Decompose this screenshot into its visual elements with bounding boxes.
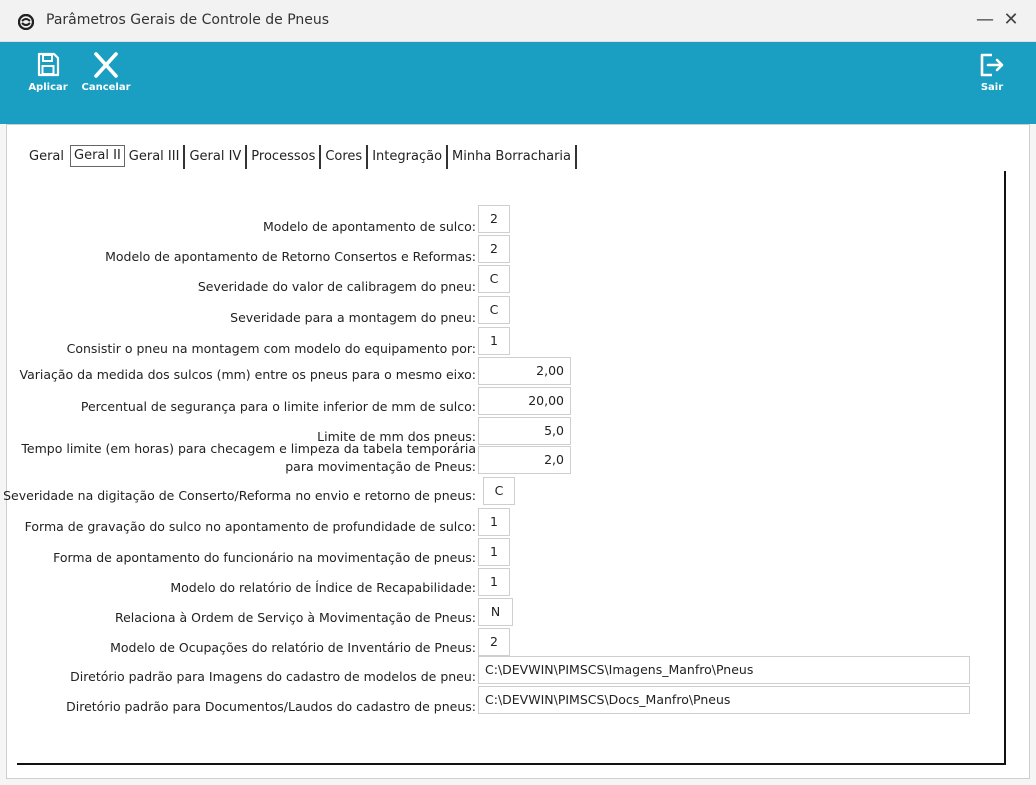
title-bar [0,0,1036,42]
field-row [7,628,476,656]
field-row [7,686,476,714]
tab-bar [25,145,577,169]
field-row [7,656,476,684]
field-row [7,327,476,355]
field-row [3,477,476,505]
tab-processos[interactable]: Processos [247,145,321,169]
tab-geral-iv[interactable]: Geral IV [185,145,247,169]
cancel-label: Cancelar [81,82,131,93]
toolbar [0,42,1036,124]
field-label: Diretório padrão para Imagens do cadastro de modelos de pneu: [70,669,476,684]
field-label: Consistir o pneu na montagem com modelo do equipamento por: [66,341,476,356]
field-row [7,538,476,566]
minimize-button[interactable]: — [976,9,994,30]
field-row [7,387,476,415]
modelo-relatorio-recapabilidade-input[interactable]: 1 [478,568,510,596]
tab-integracao[interactable]: Integração [368,145,448,169]
field-label: Modelo do relatório de Índice de Recapabilidade: [170,580,476,595]
field-row [7,205,476,233]
consistir-pneu-montagem-input[interactable]: 1 [478,327,510,355]
field-label: Modelo de apontamento de Retorno Consertos e Reformas: [105,249,476,264]
limite-mm-pneus-input[interactable]: 5,0 [478,417,571,445]
variacao-medida-sulcos-input[interactable]: 2,00 [478,357,571,385]
field-row [7,357,476,385]
field-row [7,441,476,477]
field-label: Forma de apontamento do funcionário na movimentação de pneus: [53,550,476,565]
field-label: Forma de gravação do sulco no apontamento de profundidade de sulco: [24,519,476,534]
app-logo-icon [18,14,34,30]
field-row [7,296,476,324]
field-row [7,235,476,263]
field-row [7,598,476,626]
field-row [7,568,476,596]
exit-label: Sair [980,82,1004,93]
tab-minha-borracharia[interactable]: Minha Borracharia [448,145,577,169]
cancel-button[interactable] [78,52,134,112]
window-title: Parâmetros Gerais de Controle de Pneus [46,12,330,28]
panel-border-bottom [17,763,1006,765]
apply-button[interactable] [28,52,68,112]
field-label: Relaciona à Ordem de Serviço à Movimentação de Pneus: [114,610,476,625]
tab-cores[interactable]: Cores [321,145,368,169]
field-label: Modelo de apontamento de sulco: [262,219,476,234]
field-label: Severidade para a montagem do pneu: [230,310,476,325]
tab-geral-ii[interactable]: Geral II [70,145,125,167]
severidade-calibragem-input[interactable]: C [478,265,510,293]
severidade-conserto-reforma-input[interactable]: C [483,477,515,505]
diretorio-imagens-input[interactable]: C:\DEVWIN\PIMSCS\Imagens_Manfro\Pneus [478,656,970,684]
field-row [7,508,476,536]
field-label: Modelo de Ocupações do relatório de Inventário de Pneus: [110,640,476,655]
field-row [7,265,476,293]
forma-apontamento-funcionario-input[interactable]: 1 [478,538,510,566]
field-label: Severidade do valor de calibragem do pneu: [197,279,476,294]
field-label: Severidade na digitação de Conserto/Reforma no envio e retorno de pneus: [3,488,476,503]
forma-gravacao-sulco-input[interactable]: 1 [478,508,510,536]
relaciona-ordem-servico-input[interactable]: N [478,598,513,626]
exit-button[interactable] [972,52,1012,112]
diretorio-documentos-input[interactable]: C:\DEVWIN\PIMSCS\Docs_Manfro\Pneus [478,686,970,714]
save-icon [36,52,60,78]
modelo-ocupacoes-inventario-input[interactable]: 2 [478,628,510,656]
tab-geral-iii[interactable]: Geral III [125,145,186,169]
panel-border-right [1004,171,1006,763]
field-label: Percentual de segurança para o limite inferior de mm de sulco: [80,399,476,414]
severidade-montagem-input[interactable]: C [478,296,510,324]
exit-icon [978,52,1006,78]
percentual-seguranca-input[interactable]: 20,00 [478,387,571,415]
field-label: Limite de mm dos pneus: [317,429,476,444]
field-label: Variação da medida dos sulcos (mm) entre os pneus para o mesmo eixo: [19,367,476,382]
tempo-limite-horas-input[interactable]: 2,0 [478,446,571,474]
field-label: para movimentação de Pneus: [285,459,476,474]
field-label: Diretório padrão para Documentos/Laudos do cadastro de pneus: [66,699,476,714]
modelo-retorno-consertos-input[interactable]: 2 [478,235,510,263]
close-window-button[interactable]: ✕ [1003,9,1019,30]
apply-label: Aplicar [28,82,68,93]
tab-geral[interactable]: Geral [29,149,64,164]
content-panel [3,124,1030,779]
field-label: Tempo limite (em horas) para checagem e limpeza da tabela temporária [21,441,476,456]
modelo-apontamento-sulco-input[interactable]: 2 [478,205,510,233]
close-x-icon [92,52,120,78]
